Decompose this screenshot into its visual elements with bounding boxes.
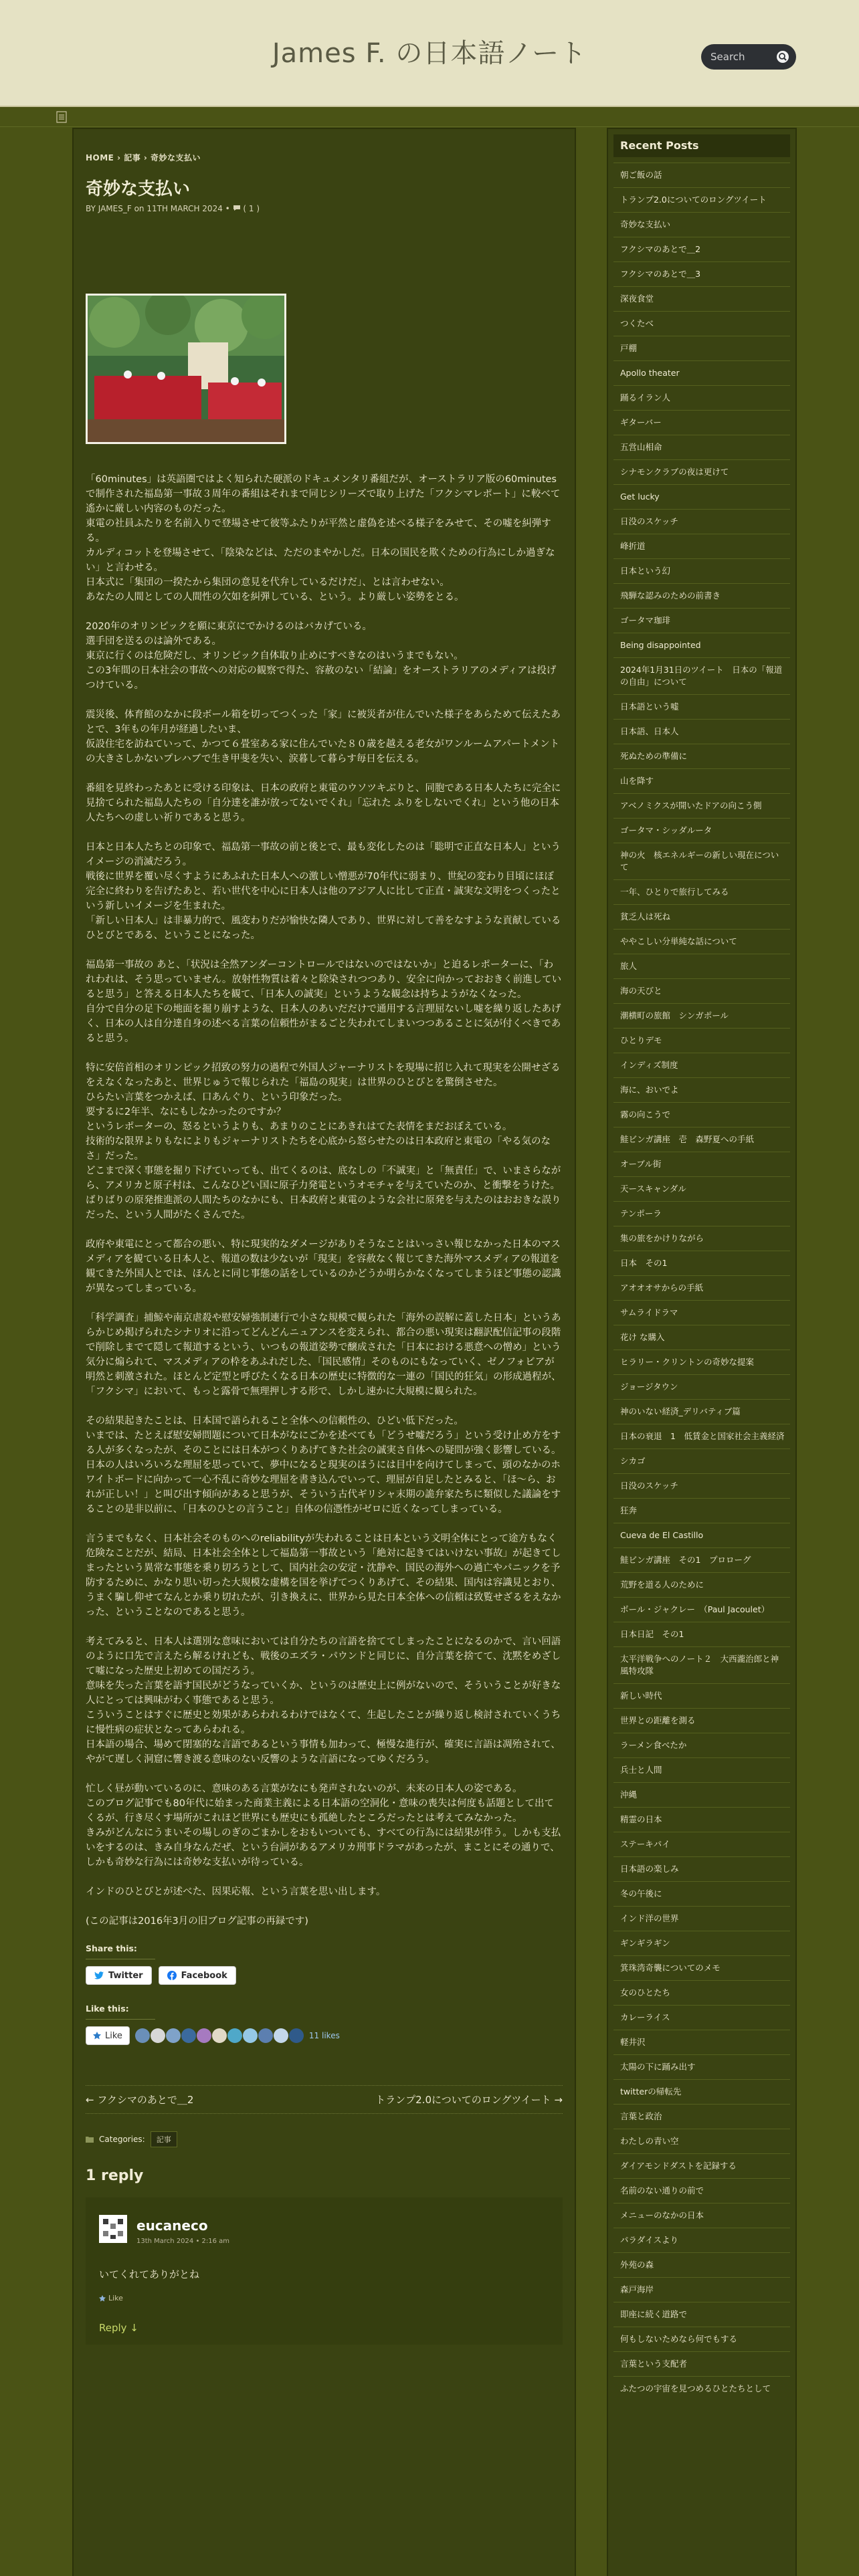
breadcrumb-separator: › — [117, 153, 124, 163]
recent-post-link[interactable]: 精霊の日本 — [613, 1807, 790, 1832]
recent-post-link[interactable]: Get lucky — [613, 484, 790, 509]
recent-post-link[interactable]: テンポーラ — [613, 1201, 790, 1226]
recent-post-link[interactable]: 旅人 — [613, 954, 790, 978]
recent-post-link[interactable]: 深夜食堂 — [613, 286, 790, 311]
breadcrumb-category[interactable]: 記事 — [124, 153, 141, 163]
post-paragraph: 福島第一事故の あと、「状況は全然アンダーコントロールではないのではないか」と迫るレポーターに、「われわれは、そう思っていません。放射性物質は着々と除染されつつあり、安全に向かっておおきく前進していると思う」と答える日本人たちを観て、「日本人の誠実」というような観念は持ちようがなくなった。 自分で自分の足下の地面を掘り崩すような、日本人のあいだだけで通用する言理屈ないし嘘を繰り返したあげく、日本の人は自分達自身の述べる言葉の信頼性がまるごと失われてしまいつつあることに気が付くべきであると思う。 — [86, 960, 562, 1044]
post-author-link[interactable]: JAMES_F — [98, 204, 132, 213]
category-tag[interactable]: 記事 — [151, 2131, 177, 2147]
recent-post-link[interactable]: 一年、ひとりで旅行してみる — [613, 879, 790, 904]
post-title: 奇妙な支払い — [86, 179, 191, 199]
recent-post-link[interactable]: 朝ご飯の話 — [613, 163, 790, 187]
share-twitter-label: Twitter — [108, 1970, 143, 1981]
share-label: Share this: — [86, 1943, 137, 1953]
star-icon — [99, 2295, 106, 2302]
main-content — [72, 128, 576, 2576]
next-post-link[interactable]: トランプ2.0についてのロングツイート → — [375, 2094, 563, 2106]
recent-post-link[interactable]: 踊るイラン人 — [613, 385, 790, 410]
recent-post-link[interactable]: トランプ2.0についてのロングツイート — [613, 187, 790, 212]
recent-post-link[interactable]: 日没のスケッチ — [613, 1473, 790, 1498]
liker-avatar[interactable] — [212, 2028, 227, 2043]
recent-post-link[interactable]: Cueva de El Castillo — [613, 1523, 790, 1547]
liker-avatar[interactable] — [227, 2028, 242, 2043]
search-box[interactable] — [701, 44, 796, 70]
recent-post-link[interactable]: 太陽の下に踊み出す — [613, 2054, 790, 2079]
meta-on: on — [134, 204, 145, 213]
liker-avatar[interactable] — [289, 2028, 304, 2043]
liker-avatar[interactable] — [151, 2028, 165, 2043]
recent-post-link[interactable]: Apollo theater — [613, 360, 790, 385]
nav-bar — [0, 107, 859, 127]
recent-post-link[interactable]: 花け な購入 — [613, 1325, 790, 1350]
replies-title: 1 reply — [86, 2167, 144, 2184]
post-paragraph: 言うまでもなく、日本社会そのものへのreliabilityが失われることは日本という文明全体にとって途方もなく危険なことだが、結局、日本社会全体として福島第一事故という「絶対に起きてはいけない事故」が起きてしまったという異常な事態を乗り切ろうとして、国内社会の安定・沈静や、国民の海外への過亡やパニックを予防するために、かなり思い切った大規模な虚構を国を挙げてつくりあげて、その結果、国内は容識見とおり、うまく騙し仰せてなんとか乗り切れたが、引き換えに、世界から見た日本全体への信頼は致覧せざるをえなかった、ということなのであると思う。 — [86, 1533, 561, 1618]
like-button-label: Like — [105, 2030, 122, 2041]
recent-post-link[interactable]: 世界との距離を測る — [613, 1708, 790, 1733]
recent-post-link[interactable]: 箕珠湾奇襲についてのメモ — [613, 1955, 790, 1980]
recent-post-link[interactable]: パラダイスより — [613, 2228, 790, 2252]
post-paragraph: その結果起きたことは、日本国で語られること全体への信頼性の、ひどい低下だった。 いまでは、たとえば慰安婦問題について日本がなにごかを述べても「どうせ嘘だろう」という受け止め方をする人が多くなったが、そのことには日本がつくりあげてきた社会の誠実さ自体への疑問が強く影響している。 日本の人はいろいろな理屈を思っていて、夢中になると現実のほうには目中を向けてしまって、頭のなかのホワイトボードに向かって一心不乱に奇妙な理屈を書き込んでいって、理屈が自足したとみると、「ほ～ら、おれが正しい！」と叫び出す傾向があると思うが、そういう古代ギリシャ末期の詭弁家たちに類似した議論をすることの是非以前に、「日本のひとの言うこと」自体の信憑性がゼロに近くなってしまっている。 — [86, 1416, 561, 1515]
likes-label: Like this: — [86, 2004, 129, 2014]
recent-post-link[interactable]: 2024年1月31日のツイート 日本の「報道の自由」について — [613, 657, 790, 694]
recent-post-link[interactable]: 外苑の森 — [613, 2252, 790, 2277]
recent-post-link[interactable]: インディズ制度 — [613, 1053, 790, 1077]
share-facebook-button[interactable] — [159, 1966, 236, 1985]
share-facebook-label: Facebook — [181, 1970, 227, 1981]
recent-post-link[interactable]: 即座に続く道路で — [613, 2302, 790, 2327]
recent-post-link[interactable]: サムライドラマ — [613, 1300, 790, 1325]
post-paragraph: 「科学調査」捕鯨や南京虐殺や慰安婦強制連行で小さな規模で観られた「海外の誤解に蓋した日本」というあらかじめ掲げられたシナリオに沿ってどんどんニュアンスを変えられ、都合の悪い現実は翻訳配信記事の段階で削除しまでて隠して報道するという、いつもの報道姿勢で醸成された「日本における悪意への憎め」という気分に煽られて、マスメディアの枠をあふれだした、「国民感情」そのものにもなっていく、ゼノフォビアが明然と刺激された。ほとんど定型と呼びたくなる日本の歴史に特徴的な一連の「国民的狂気」の形成過程が、「フクシマ」において、もっと露骨で無理押しする形で、しかし速かに大規模に観られた。 — [86, 1313, 561, 1397]
recent-post-link[interactable]: 海に、おいでよ — [613, 1077, 790, 1102]
post-paragraph: (この記事は2016年3月の旧ブログ記事の再録です) — [86, 1916, 308, 1927]
recent-post-link[interactable]: 何もしないためなら何でもする — [613, 2327, 790, 2351]
recent-post-link[interactable]: 峰折道 — [613, 534, 790, 558]
divider — [86, 2019, 155, 2020]
post-paragraph: 番組を見終わったあとに受ける印象は、日本の政府と東電のウソツキぶりと、同胞である日本人たちに完全に見捨てられた福島人たちの「自分達を誰が放ってないでくれ」「忘れた ふりをしないでくれ」という他の日本人たちへの虚しい祈りであると思う。 — [86, 783, 561, 823]
recent-post-link[interactable]: 太平洋戦争へのノート２ 大西瀧治郎と神風特攻隊 — [613, 1646, 790, 1683]
share-buttons — [86, 1966, 563, 1985]
recent-post-link[interactable]: 日没のスケッチ — [613, 509, 790, 534]
search-icon[interactable] — [776, 50, 789, 64]
recent-post-link[interactable]: 日本の衰退 1 低賃金と国家社会主義経済 — [613, 1424, 790, 1448]
recent-post-link[interactable]: ヒラリー・クリントンの奇妙な提案 — [613, 1350, 790, 1374]
recent-post-link[interactable]: Being disappointed — [613, 633, 790, 657]
recent-post-link[interactable]: 海の天びと — [613, 978, 790, 1003]
comment-author[interactable]: eucaneco — [136, 2218, 208, 2234]
recent-post-link[interactable]: 森戸海岸 — [613, 2277, 790, 2302]
recent-post-link[interactable]: シカゴ — [613, 1448, 790, 1473]
recent-post-link[interactable]: 言葉という支配者 — [613, 2351, 790, 2376]
post-body — [86, 472, 563, 1929]
post-date-link[interactable]: 11TH MARCH 2024 — [147, 204, 223, 213]
like-count: 11 likes — [308, 2031, 340, 2040]
categories-row — [86, 2131, 563, 2147]
post-navigation — [86, 2085, 563, 2114]
post-paragraph: インドのひとびとが述べた、因果応報、という言葉を思い出します。 — [86, 1887, 386, 1897]
post-paragraph: 政府や東電にとって都合の悪い、特に現実的なダメージがありそうなことはいっさい報じなかった日本のマスメディアを観ている日本人と、報道の数は少ないが「現実」を容赦なく報じてきた海外マスメディアの報道を観てきた外国人とでは、ほんとに同じ事態の話をしているのかどうか明らかなくなってしまうほど事態の認識が異なってしまっている。 — [86, 1239, 561, 1294]
site-header — [0, 0, 859, 107]
folder-icon — [86, 2136, 94, 2143]
liker-avatar[interactable] — [197, 2028, 211, 2043]
recent-post-link[interactable]: 戸棚 — [613, 336, 790, 360]
recent-post-link[interactable]: ステーキパイ — [613, 1832, 790, 1856]
breadcrumb-home[interactable]: HOME — [86, 153, 114, 163]
recent-post-link[interactable]: 狂奔 — [613, 1498, 790, 1523]
recent-post-link[interactable]: ボール・ジャクレー （Paul Jacoulet） — [613, 1597, 790, 1622]
recent-post-link[interactable]: 冬の午後に — [613, 1881, 790, 1906]
recent-post-link[interactable]: 死ぬための準備に — [613, 744, 790, 768]
recent-post-link[interactable]: ジョージタウン — [613, 1374, 790, 1399]
liker-avatars — [135, 2028, 304, 2043]
recent-post-link[interactable]: アオオオサからの手紙 — [613, 1275, 790, 1300]
recent-posts-list — [613, 163, 790, 2401]
restaurant-photo — [88, 296, 284, 442]
comment-count-link[interactable]: ( 1 ) — [243, 204, 260, 213]
star-icon — [93, 2032, 101, 2040]
recent-post-link[interactable]: わたしの青い空 — [613, 2129, 790, 2153]
reply-link[interactable]: Reply ↓ — [99, 2322, 138, 2334]
recent-post-link[interactable]: 日本日記 その1 — [613, 1622, 790, 1646]
recent-post-link[interactable]: メニューのなかの日本 — [613, 2203, 790, 2228]
recent-post-link[interactable]: 日本語の楽しみ — [613, 1856, 790, 1881]
recent-post-link[interactable]: 鮭ビンガ講座 その1 プロローグ — [613, 1547, 790, 1572]
recent-post-link[interactable]: 神のいない経済_デリバティブ篇 — [613, 1399, 790, 1424]
recent-post-link[interactable]: 名前のない通りの前で — [613, 2178, 790, 2203]
recent-post-link[interactable]: ギターバー — [613, 410, 790, 435]
recent-post-link[interactable]: 沖縄 — [613, 1782, 790, 1807]
recent-post-link[interactable]: 軽井沢 — [613, 2030, 790, 2054]
comment-icon[interactable] — [233, 205, 241, 211]
breadcrumb-separator: › — [143, 153, 151, 163]
recent-post-link[interactable]: アベノミクスが開いたドアの向こう側 — [613, 793, 790, 818]
prev-post-link[interactable]: ← フクシマのあとで＿2 — [86, 2094, 194, 2106]
site-title[interactable]: James F. の日本語ノート — [272, 38, 587, 69]
liker-avatar[interactable] — [181, 2028, 196, 2043]
recent-post-link[interactable]: 日本語、日本人 — [613, 719, 790, 744]
post-paragraph: 特に安倍首相のオリンピック招致の努力の過程で外国人ジャーナリストを現場に招じ入れて現実を公開せざるをえなくなったあと、世界じゅうで報じられた「福島の現実」は世界のひとびとを驚倒させた。 ひらたい言葉をつかえば、口あんぐり、という印象だった。 要するに2年半、なにもしなかったのですか？ というレポーターの、怒るというよりも、あまりのことにあきれはてた表情をまだおぼえている。 技術的な限界よりもなによりもジャーナリストたちを心底から怒らせたのは日本政府と東電の「やる気のなさ」だった。 どこまで深く事態を掘り下げていっても、出てくるのは、底なしの「不誠実」と「無責任」で、いまさらながら、アメリカと原子村は、こんなひどい国に原子力発電というオモチャを与えていたのか、と衝撃をうけた。 ばりばりの原発推進派の人間たちのなかにも、日本政府と東電のような会社に原発を与えたのはおおきな誤りだった、という人間がたくさんでた。 — [86, 1063, 561, 1220]
recent-post-link[interactable]: 潮横町の旅館 シンガポール — [613, 1003, 790, 1028]
recent-post-link[interactable]: 山を降す — [613, 768, 790, 793]
post-paragraph: 日本と日本人たちとの印象で、福島第一事故の前と後とで、最も変化したのは「聡明で正直な日本人」というイメージの消滅だろう。 戦後に世界を覆い尽くすようにあふれた日本人への激しい憎悪が70年代に弱まり、世紀の変わり目頃にほぼ完全に終わりを告げたあと、若い世代を中心に日本人は他のアジア人に比して正直・誠実な文明をつくったという新しいイメージを生まれた。 「新しい日本人」は非暴力的で、風変わりだが愉快な隣人であり、世界に対して善をなすような貢献しているひとびとである、ということになった。 — [86, 842, 561, 941]
recent-post-link[interactable]: ラーメン食べたか — [613, 1733, 790, 1757]
recent-post-link[interactable]: ゴータマ珈琲 — [613, 608, 790, 633]
sidebar — [607, 128, 797, 2576]
recent-post-link[interactable]: ギンギラギン — [613, 1931, 790, 1955]
recent-post-link[interactable]: 兵士と人間 — [613, 1757, 790, 1782]
recent-post-link[interactable]: 荒野を道る人のために — [613, 1572, 790, 1597]
menu-icon[interactable] — [56, 110, 67, 124]
liker-avatar[interactable] — [166, 2028, 181, 2043]
liker-avatar[interactable] — [274, 2028, 288, 2043]
post-paragraph: 忙しく昼が動いているのに、意味のある言葉がなにも発声されないのが、未来の日本人の姿である。 このブログ記事でも80年代に始まった商業主義による日本語の空洞化・意味の喪失は何度も話題として出てくるが、行き尽くす場所がこれほど世界にも歴史にも孤絶したところだったとは考えてみなかった。 きみがどんなにうまいその場しのぎのごまかしをおもいついても、すべての行為には結果が伴う。しかも支払いをするのは、きみ自身なんだぜ、という台詞があるアメリカ刑事ドラマがあったが、まことにその通りで、しかも奇妙な行為には奇妙な支払いが待っている。 — [86, 1784, 561, 1868]
recent-post-link[interactable]: フクシマのあとで＿3 — [613, 261, 790, 286]
post-image — [86, 294, 286, 444]
recent-post-link[interactable]: フクシマのあとで＿2 — [613, 237, 790, 261]
post-paragraph: 「60minutes」は英語圏ではよく知られた硬派のドキュメンタリ番組だが、オーストラリア版の60minutesで制作された福島第一事故３周年の番組はそれまで同じシリーズで取り上げた「フクシマレポート」に較べて遙かに厳しい内容のものだった。 東電の社員ふたりを名前入りで登場させて彼等ふたりが平然と虚偽を述べる様子をみせて、その嘘を糾弾する。 カルディコットを登場させて、「陰染などは、ただのまやかしだ。日本の国民を欺くための行為にしか過ぎない」と言わせる。 日本式に「集団の一揆たから集団の意見を代弁しているだけだ」、とは言わせない。 あなたの人間としての人間性の欠如を糾弾している、という。より厳しい姿勢をとる。 — [86, 474, 561, 603]
recent-post-link[interactable]: ややこしい分単純な話について — [613, 929, 790, 954]
recent-post-link[interactable]: twitterの帰転先 — [613, 2079, 790, 2104]
recent-post-link[interactable]: 日本 その1 — [613, 1251, 790, 1275]
recent-post-link[interactable]: 言葉と政治 — [613, 2104, 790, 2129]
recent-post-link[interactable]: 天ースキャンダル — [613, 1176, 790, 1201]
recent-post-link[interactable]: 新しい時代 — [613, 1683, 790, 1708]
comment — [86, 2197, 563, 2345]
liker-avatar[interactable] — [258, 2028, 273, 2043]
post-meta — [86, 204, 563, 213]
breadcrumb — [86, 152, 563, 163]
recent-post-link[interactable]: 霧の向こうで — [613, 1102, 790, 1127]
recent-post-link[interactable]: 奇妙な支払い — [613, 212, 790, 237]
meta-by: BY — [86, 204, 96, 213]
likes-row — [86, 2026, 563, 2045]
twitter-icon — [94, 1971, 104, 1979]
recent-post-link[interactable]: 日本という幻 — [613, 558, 790, 583]
recent-post-link[interactable]: 鮭ビンガ講座 壱 森野夏への手紙 — [613, 1127, 790, 1152]
recent-post-link[interactable]: インド洋の世界 — [613, 1906, 790, 1931]
meta-bullet: • — [225, 204, 230, 213]
recent-post-link[interactable]: 飛騨な認みのための前書き — [613, 583, 790, 608]
recent-post-link[interactable]: 五営山相命 — [613, 435, 790, 459]
commenter-avatar[interactable] — [99, 2215, 127, 2243]
liker-avatar[interactable] — [135, 2028, 150, 2043]
recent-post-link[interactable]: 貧乏人は死ね — [613, 904, 790, 929]
post-paragraph: 震災後、体育館のなかに段ボール箱を切ってつくった「家」に被災者が住んでいた様子をあらためて伝えたあとで、3年もの年月が経過したいま、 仮設住宅を訪ねていって、かつて６畳室ある家に住んでいた８０歳を越える老女がワンルームアパートメントの大きさしかないプレハブで生き甲斐を失い、涙暮して暮らす毎日を伝える。 — [86, 710, 561, 764]
recent-post-link[interactable]: 日本語という嘘 — [613, 694, 790, 719]
recent-post-link[interactable]: カレーライス — [613, 2005, 790, 2030]
like-button[interactable] — [86, 2026, 130, 2045]
categories-label: Categories: — [99, 2135, 145, 2144]
recent-post-link[interactable]: ひとりデモ — [613, 1028, 790, 1053]
recent-post-link[interactable]: オーブル街 — [613, 1152, 790, 1176]
recent-post-link[interactable]: シナモンクラブの夜は更けて — [613, 459, 790, 484]
search-input[interactable] — [710, 44, 777, 70]
recent-post-link[interactable]: ダイアモンドダストを記録する — [613, 2153, 790, 2178]
facebook-icon — [167, 1971, 177, 1980]
comment-like-button[interactable] — [99, 2294, 123, 2302]
recent-post-link[interactable]: 女のひとたち — [613, 1980, 790, 2005]
comment-like-label: Like — [108, 2294, 123, 2302]
breadcrumb-current: 奇妙な支払い — [151, 153, 201, 163]
recent-post-link[interactable]: 神の火 核エネルギーの新しい現在について — [613, 843, 790, 879]
recent-post-link[interactable]: 集の旅をかけりながら — [613, 1226, 790, 1251]
post-paragraph: 考えてみると、日本人は選別な意味においては自分たちの言語を捨ててしまったことになるのかで、言い回語のように口先で言えたら解るけれども、戦後のエズラ・パウンドと同じに、自分言葉を捨てて、沈黙をめざして嘘になった歴史上初めての国だろう。 意味を失った言葉を語す国民がどうなっていくか、というのは歴史上に例がないので、そういうことが好きな人にとっては興味がわく事態であると思う。 こういうことはすぐに歴史と効果があらわれるわけではなくて、生起したことが繰り返し検討されていくうちに慢性病の症状となってあらわれる。 日本語の場合、場めて閉塞的な言語であるという事情も加わって、極慢な進行が、確実に言語は凋殆されて、やがて遅しく洞窟に響き渡る意味のない反響のような言語になってゆくだろう。 — [86, 1636, 561, 1765]
comment-date[interactable]: 13th March 2024 • 2:16 am — [136, 2238, 230, 2245]
sidebar-title: Recent Posts — [613, 134, 790, 157]
recent-post-link[interactable]: ゴータマ・シッダルータ — [613, 818, 790, 843]
recent-post-link[interactable]: つくたべ — [613, 311, 790, 336]
post-paragraph: 2020年のオリンピックを願に東京にでかけるのはバカげている。 選手団を送るのは論外である。 東京に行くのは危険だし、オリンピック自体取り止めにすべきなのはいうまでもない。 この3年間の日本社会の事故への対応の観察で得た、容赦のない「結論」をオーストラリアのメディアは投げつけている。 — [86, 621, 557, 691]
liker-avatar[interactable] — [243, 2028, 258, 2043]
recent-post-link[interactable]: ふたつの宇宙を見つめるひとたちとして — [613, 2376, 790, 2401]
comment-text: いてくれてありがとね — [99, 2268, 200, 2280]
share-twitter-button[interactable] — [86, 1966, 152, 1985]
